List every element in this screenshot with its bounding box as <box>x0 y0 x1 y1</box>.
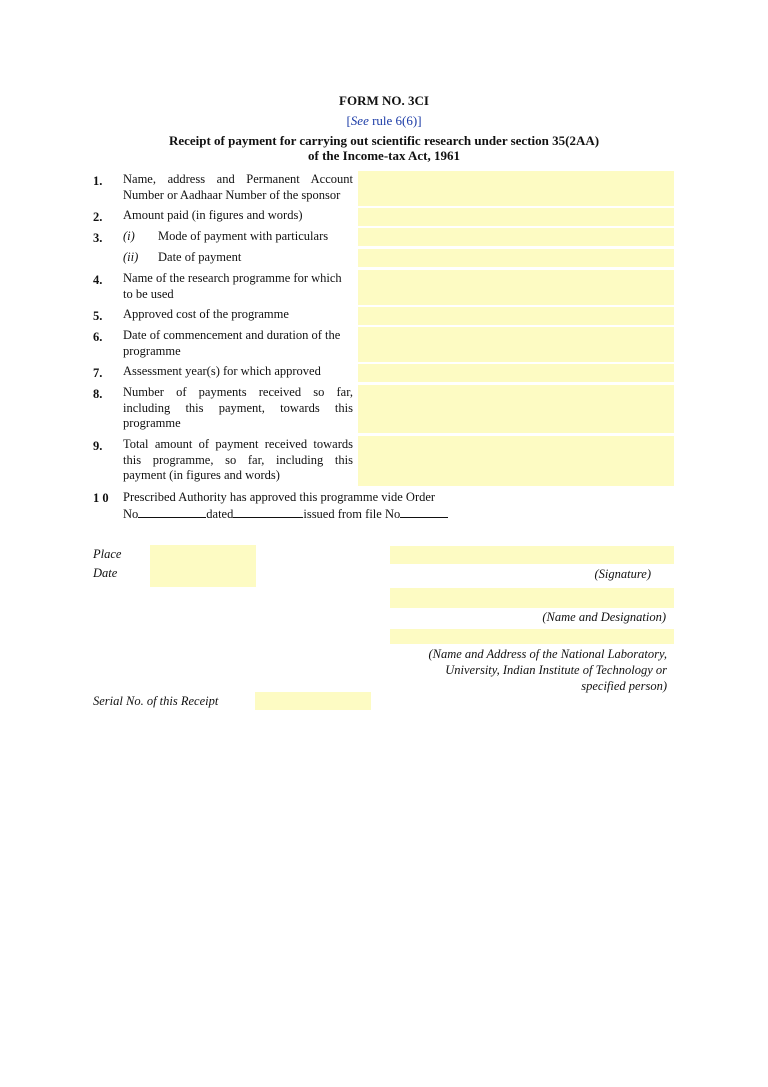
item-5-label: Approved cost of the programme <box>123 307 289 321</box>
form-title: FORM NO. 3CI <box>339 93 429 108</box>
item-3-sub1-label: Mode of payment with particulars <box>158 229 329 243</box>
item-5-field[interactable] <box>358 307 674 325</box>
order-date-blank[interactable] <box>233 505 303 518</box>
name-designation-label: (Name and Designation) <box>542 610 666 624</box>
file-no-blank[interactable] <box>400 505 448 518</box>
item-10-number: 1 0 <box>93 491 109 505</box>
institution-label-line2: University, Indian Institute of Technology or <box>445 663 667 677</box>
item-9-number: 9. <box>93 439 103 453</box>
signature-field[interactable] <box>390 546 674 564</box>
item-7-field[interactable] <box>358 364 674 382</box>
item-4-label: Name of the research programme for which to be used <box>123 271 342 301</box>
item-6-label: Date of commencement and duration of the programme <box>123 328 341 358</box>
item-7-label: Assessment year(s) for which approved <box>123 364 321 378</box>
item-4-number: 4. <box>93 273 103 287</box>
item-10-no-label: No <box>123 507 139 521</box>
item-2-label: Amount paid (in figures and words) <box>123 208 303 222</box>
item-5-number: 5. <box>93 309 103 323</box>
name-designation-field[interactable] <box>390 588 674 608</box>
item-8-label: Number of payments received so far, including this payment, towards this programme <box>123 385 353 430</box>
order-no-blank[interactable] <box>138 505 206 518</box>
item-10-issued-label: issued from file No <box>303 507 401 521</box>
item-9-field[interactable] <box>358 436 674 486</box>
item-1-number: 1. <box>93 174 103 188</box>
institution-label-line3: specified person) <box>581 679 667 693</box>
item-9-label: Total amount of payment received towards this programme, so far, including this payment (in figures and words) <box>123 437 353 482</box>
serial-no-label: Serial No. of this Receipt <box>93 694 219 708</box>
institution-field[interactable] <box>390 629 674 644</box>
rule-reference <box>0 113 768 129</box>
item-7-number: 7. <box>93 366 103 380</box>
form-heading-line1: Receipt of payment for carrying out scientific research under section 35(2AA) <box>168 133 600 148</box>
place-date-field[interactable] <box>150 545 256 587</box>
rule-bracket: [ <box>346 113 351 128</box>
item-3-date-field[interactable] <box>358 249 674 267</box>
item-4-field[interactable] <box>358 270 674 305</box>
item-8-number: 8. <box>93 387 103 401</box>
rule-number[interactable]: rule 6(6)] <box>368 113 422 128</box>
item-10-dated-label: dated <box>206 507 234 521</box>
item-6-field[interactable] <box>358 327 674 362</box>
place-label: Place <box>93 547 122 561</box>
item-2-field[interactable] <box>358 208 674 226</box>
signature-label: (Signature) <box>594 567 651 581</box>
item-2-number: 2. <box>93 210 103 224</box>
item-10-line1: Prescribed Authority has approved this programme vide Order <box>123 490 436 504</box>
rule-see[interactable]: See <box>350 113 369 128</box>
item-10-line2 <box>123 505 448 522</box>
date-label: Date <box>93 566 118 580</box>
item-1-label: Name, address and Permanent Account Number or Aadhaar Number of the sponsor <box>123 172 353 202</box>
item-3-mode-field[interactable] <box>358 228 674 246</box>
form-heading-line2: of the Income-tax Act, 1961 <box>308 148 460 163</box>
item-3-sub1-roman: (i) <box>123 229 135 243</box>
institution-label-line1: (Name and Address of the National Laboratory, <box>428 647 667 661</box>
item-3-number: 3. <box>93 231 103 245</box>
item-8-field[interactable] <box>358 385 674 433</box>
item-3-sub2-label: Date of payment <box>158 250 242 264</box>
item-1-field[interactable] <box>358 171 674 206</box>
item-6-number: 6. <box>93 330 103 344</box>
serial-no-field[interactable] <box>255 692 371 710</box>
item-3-sub2-roman: (ii) <box>123 250 139 264</box>
